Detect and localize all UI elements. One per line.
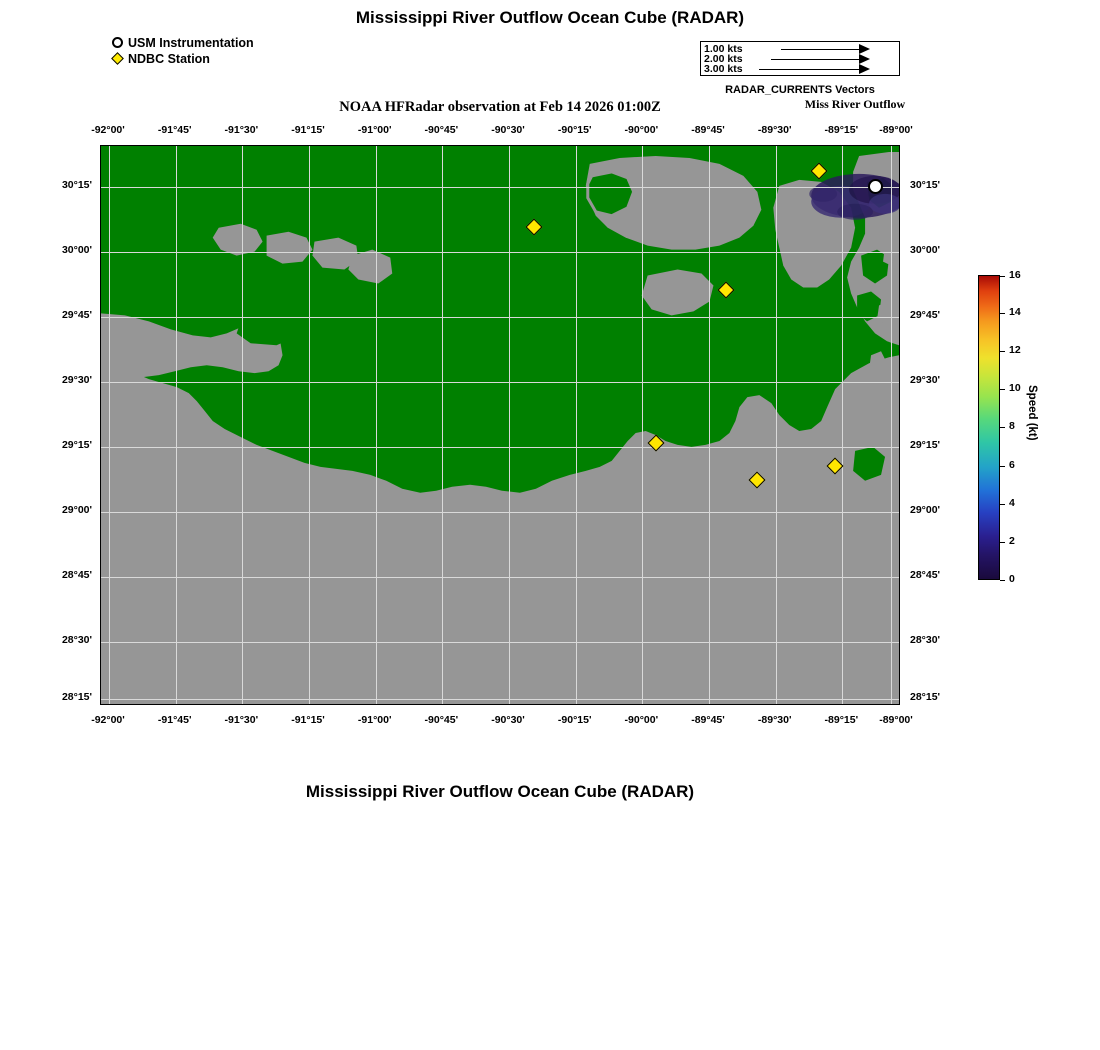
colorbar-axis-title: Speed (kt) [1026,385,1038,441]
axis-y-label-left: 29°30' [61,374,92,386]
axis-x-label-top: -90°00' [624,124,659,136]
axis-y-label-right: 29°45' [910,309,941,321]
vector-arrowhead-icon [859,44,870,54]
axis-x-label-bottom: -91°30' [224,714,259,726]
colorbar-tick-label: 6 [1009,459,1015,471]
colorbar-tick-label: 16 [1009,269,1021,281]
circle-marker-icon [110,36,128,50]
station-legend [110,36,254,68]
axis-x-label-bottom: -89°00' [879,714,913,726]
axis-x-label-top: -91°15' [291,124,325,136]
axis-x-label-bottom: -91°45' [157,714,192,726]
vector-key-label: 3.00 kts [704,63,743,75]
map-canvas[interactable] [100,145,900,705]
colorbar-tick-label: 0 [1009,573,1015,585]
colorbar-tick-label: 2 [1009,535,1015,547]
axis-x-label-bottom: -91°00' [357,714,392,726]
axis-y-label-right: 30°00' [910,244,941,256]
axis-x-label-top: -89°30' [757,124,792,136]
axis-y-label-left: 28°15' [61,691,92,703]
axis-y-label-left: 28°45' [61,569,92,581]
legend-item-usm [110,36,254,50]
figure-caption: Mississippi River Outflow Ocean Cube (RADAR) [305,782,695,801]
vector-shaft [771,59,859,60]
axis-x-label-bottom: -90°15' [557,714,592,726]
legend-item-label: NDBC Station [128,52,210,66]
axis-x-label-top: -89°45' [691,124,725,136]
axis-x-label-top: -91°00' [357,124,392,136]
axis-x-label-top: -90°15' [557,124,592,136]
page-title: Mississippi River Outflow Ocean Cube (RADAR) [355,8,745,27]
colorbar-tick-label: 12 [1009,344,1021,356]
colorbar-tick-label: 10 [1009,382,1021,394]
vector-key-caption: RADAR_CURRENTS Vectors [725,84,875,96]
diamond-marker-icon [110,52,128,66]
axis-y-label-left: 28°30' [61,634,92,646]
usm-instrumentation-marker[interactable] [868,179,883,194]
axis-y-label-right: 30°15' [910,179,941,191]
map-coastline-layer [101,146,899,704]
axis-x-label-top: -90°45' [424,124,459,136]
axis-x-label-top: -89°15' [824,124,859,136]
axis-x-label-top: -91°30' [224,124,259,136]
axis-x-label-bottom: -89°30' [757,714,792,726]
colorbar-gradient [978,275,1000,580]
axis-x-label-top: -92°00' [91,124,125,136]
axis-x-label-bottom: -90°45' [424,714,459,726]
vector-key-label: 2.00 kts [704,53,743,65]
axis-x-label-bottom: -90°00' [624,714,659,726]
colorbar-tick-label: 14 [1009,306,1021,318]
axis-y-label-left: 30°00' [61,244,92,256]
axis-y-label-right: 29°00' [910,504,941,516]
axis-y-label-right: 29°15' [910,439,941,451]
legend-item-ndbc [110,52,254,66]
axis-x-label-bottom: -90°30' [491,714,525,726]
axis-x-label-bottom: -89°15' [824,714,859,726]
axis-y-label-left: 29°45' [61,309,92,321]
axis-y-label-left: 29°00' [61,504,92,516]
axis-x-label-bottom: -89°45' [691,714,725,726]
vector-key-label: 1.00 kts [704,43,743,55]
axis-y-label-right: 28°15' [910,691,941,703]
vector-shaft [781,49,859,50]
vector-arrowhead-icon [859,54,870,64]
vector-arrowhead-icon [859,64,870,74]
vector-key-row [701,64,901,75]
colorbar-tick-label: 8 [1009,420,1015,432]
axis-y-label-left: 29°15' [61,439,92,451]
axis-y-label-right: 28°45' [910,569,941,581]
vector-shaft [759,69,859,70]
axis-y-label-left: 30°15' [61,179,92,191]
axis-x-label-top: -91°45' [157,124,192,136]
colorbar-tick-label: 4 [1009,497,1015,509]
axis-x-label-top: -90°30' [491,124,525,136]
axis-y-label-right: 28°30' [910,634,941,646]
overlay-title: Miss River Outflow [804,97,906,111]
axis-y-label-right: 29°30' [910,374,941,386]
observation-subtitle: NOAA HFRadar observation at Feb 14 2026 01:00Z [339,99,661,115]
axis-x-label-top: -89°00' [879,124,913,136]
legend-item-label: USM Instrumentation [128,36,254,50]
vector-scale-key [700,41,900,76]
axis-x-label-bottom: -91°15' [291,714,325,726]
axis-x-label-bottom: -92°00' [91,714,125,726]
